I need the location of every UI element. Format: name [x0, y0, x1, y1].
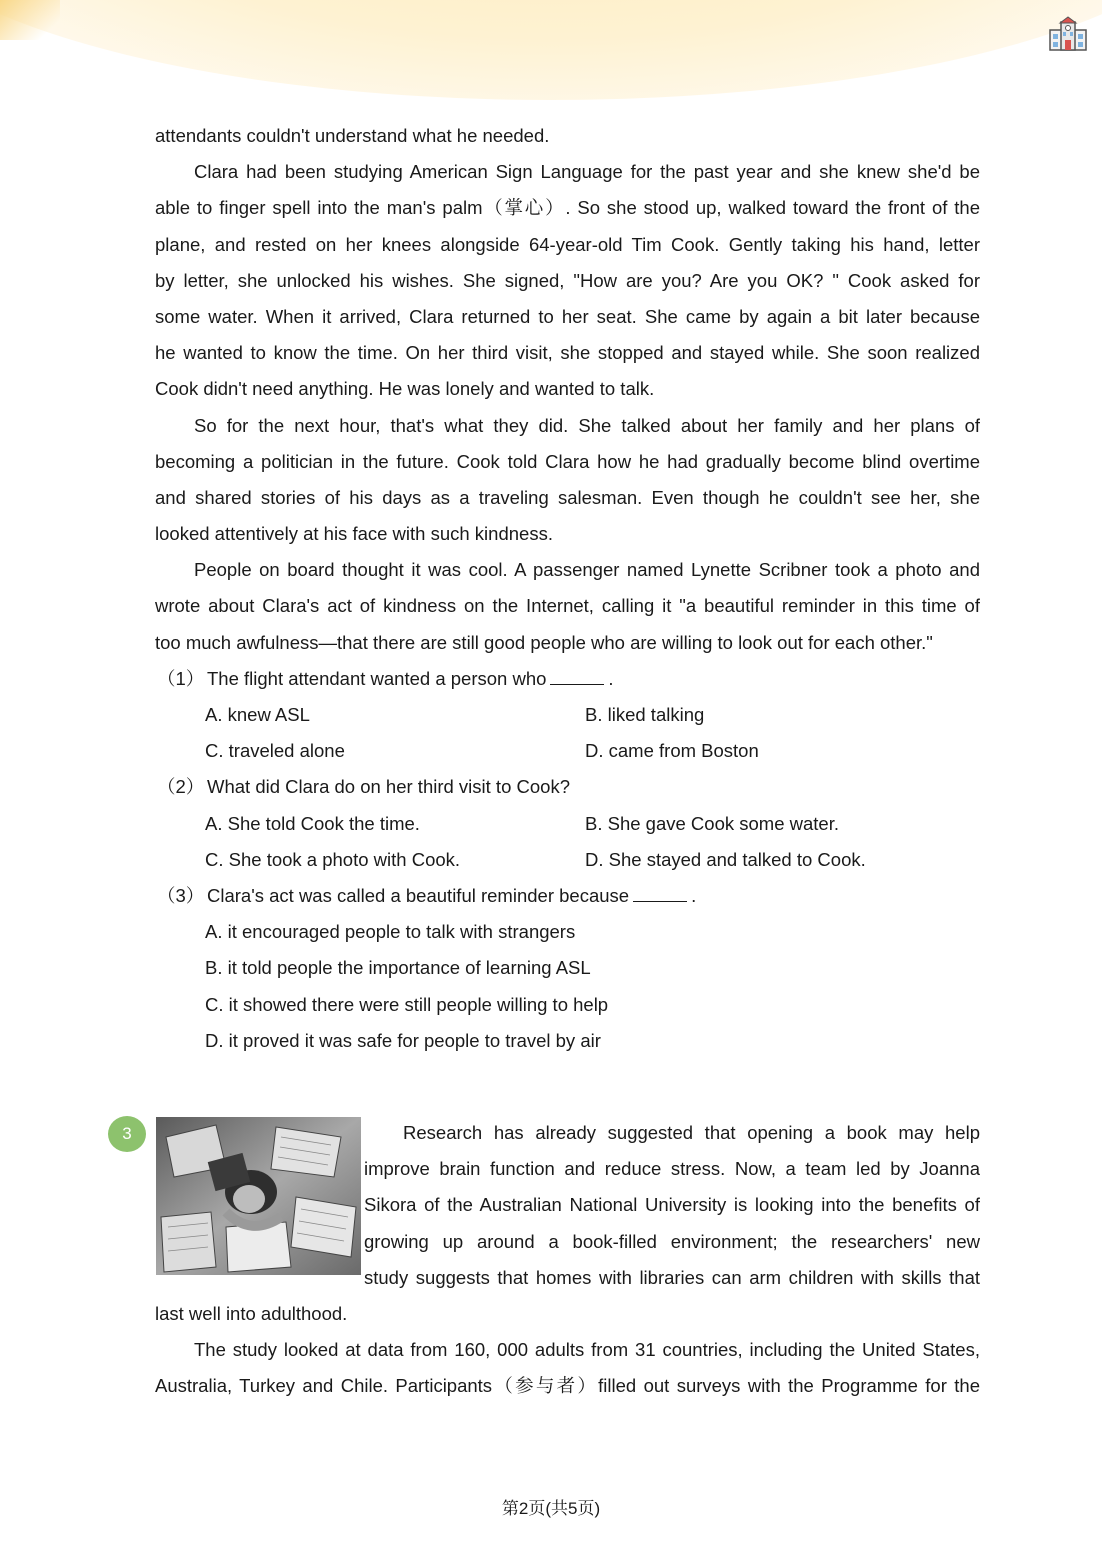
passage-line: too much awfulness—that there are still good people who are willing to look out for each other.": [155, 631, 933, 653]
passage-line: Sikora of the Australian National University is looking into the benefits of: [364, 1194, 980, 1216]
passage-line: and shared stories of his days as a traveling salesman. Even though he couldn't see her, she: [155, 486, 980, 508]
question-2: [155, 769, 980, 805]
page-number: 第2页(共5页): [501, 1499, 601, 1518]
option-c[interactable]: C. traveled alone: [205, 740, 345, 762]
passage-line: improve brain function and reduce stress. Now, a team led by Joanna: [364, 1158, 980, 1180]
school-building-icon: [1049, 16, 1087, 52]
option-a[interactable]: A. She told Cook the time.: [205, 812, 420, 834]
option-a[interactable]: A. it encouraged people to talk with strangers: [205, 921, 576, 943]
passage-line: Cook didn't need anything. He was lonely and wanted to talk.: [155, 378, 655, 400]
options-row: [155, 987, 980, 1023]
passage-line: wrote about Clara's act of kindness on the Internet, calling it "a beautiful reminder in this time of: [155, 595, 980, 617]
options-row: [155, 1023, 980, 1059]
answer-blank[interactable]: [550, 670, 604, 685]
option-c[interactable]: C. it showed there were still people willing to help: [205, 993, 609, 1015]
passage-line: looked attentively at his face with such kindness.: [155, 523, 553, 545]
header-decoration: [0, 0, 1102, 100]
passage-line: able to finger spell into the man's palm（掌心）. So she stood up, walked toward the front of the: [155, 197, 980, 219]
option-b[interactable]: B. it told people the importance of learning ASL: [205, 957, 591, 979]
answer-blank[interactable]: [633, 887, 687, 902]
option-d[interactable]: D. it proved it was safe for people to travel by air: [205, 1029, 601, 1051]
question-stem: The flight attendant wanted a person who: [207, 667, 547, 689]
option-b[interactable]: B. liked talking: [585, 704, 705, 725]
section-number-badge: 3: [108, 1116, 146, 1152]
option-a[interactable]: A. knew ASL: [205, 704, 310, 725]
question-end: .: [608, 667, 614, 689]
option-d[interactable]: D. came from Boston: [585, 740, 759, 762]
passage-line: plane, and rested on her knees alongside 64-year-old Tim Cook. Gently taking his hand, letter: [155, 233, 980, 255]
passage-line: So for the next hour, that's what they did. She talked about her family and her plans of: [194, 414, 980, 436]
options-row: [155, 950, 980, 986]
question-stem: What did Clara do on her third visit to Cook?: [207, 776, 570, 798]
passage-2: [155, 118, 980, 1059]
options-row: [155, 806, 980, 842]
options-row: [155, 697, 980, 733]
question-stem: Clara's act was called a beautiful reminder because: [207, 884, 630, 906]
options-row: [155, 914, 980, 950]
option-c[interactable]: C. She took a photo with Cook.: [205, 848, 461, 870]
options-row: [155, 733, 980, 769]
passage-line: becoming a politician in the future. Cook told Clara how he had gradually become blind overtime: [155, 450, 980, 472]
passage-line: he wanted to know the time. On her third visit, she stopped and stayed while. She soon realized: [155, 342, 980, 364]
passage-line: The study looked at data from 160, 000 adults from 31 countries, including the United States,: [194, 1339, 980, 1361]
question-number: （2）: [157, 776, 205, 798]
options-row: [155, 842, 980, 878]
question-1: [155, 661, 980, 697]
corner-decoration: [0, 0, 60, 40]
passage-line: study suggests that homes with libraries can arm children with skills that: [364, 1266, 980, 1288]
passage-3: [155, 1296, 980, 1405]
passage-line: last well into adulthood.: [155, 1303, 348, 1324]
passage-line: by letter, she unlocked his wishes. She signed, "How are you? Are you OK? " Cook asked for: [155, 269, 980, 291]
passage-line: attendants couldn't understand what he needed.: [155, 125, 550, 146]
passage-3-wrapped: [364, 1115, 980, 1296]
passage-line: Research has already suggested that opening a book may help: [403, 1122, 980, 1143]
option-b[interactable]: B. She gave Cook some water.: [585, 812, 839, 834]
question-end: .: [691, 884, 697, 906]
question-number: （1）: [157, 667, 205, 689]
passage-line: growing up around a book-filled environment; the researchers' new: [364, 1230, 980, 1252]
passage-line: some water. When it arrived, Clara returned to her seat. She came by again a bit later because: [155, 305, 980, 327]
child-reading-books-photo: [156, 1117, 361, 1275]
question-number: （3）: [157, 884, 205, 906]
passage-line: Clara had been studying American Sign Language for the past year and she knew she'd be: [194, 161, 980, 183]
passage-line: People on board thought it was cool. A passenger named Lynette Scribner took a photo and: [194, 559, 980, 581]
passage-line: Australia, Turkey and Chile. Participants（参与者）filled out surveys with the Programme for the: [155, 1375, 980, 1397]
question-3: [155, 878, 980, 914]
option-d[interactable]: D. She stayed and talked to Cook.: [585, 848, 866, 870]
